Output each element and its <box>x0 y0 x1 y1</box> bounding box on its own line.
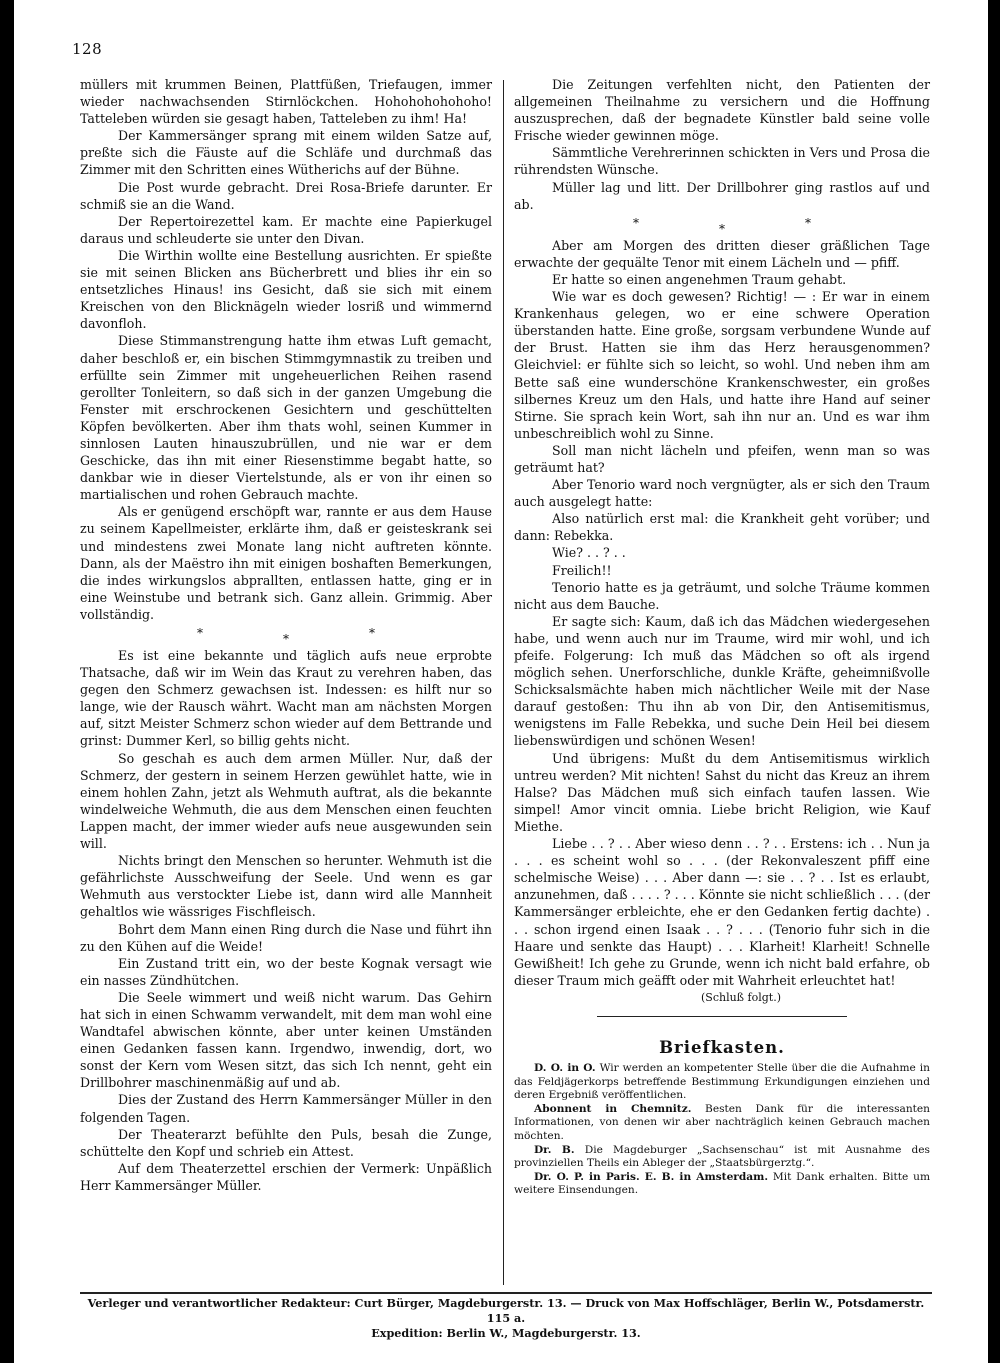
right-column-paragraph: Sämmtliche Verehrerinnen schickten in Vers und Prosa die rührendsten Wünsche. <box>514 145 930 178</box>
right-column-paragraph: Und übrigens: Mußt du dem Antisemitismus wirklich untreu werden? Mit nichten! Sahst du nicht das Kreuz an ihrem Halse? Das Mädchen muß sich einfach taufen lassen. Wie simpel! Amor vincit omnia. Liebe bricht Religion, wie Kauf Miethe. <box>514 750 930 834</box>
briefkasten-entry-addressee: Dr. B. <box>534 1143 575 1156</box>
left-column-paragraph: Bohrt dem Mann einen Ring durch die Nase und führt ihn zu den Kühen auf die Weide! <box>80 921 492 954</box>
left-column-paragraph: Als er genügend erschöpft war, rannte er aus dem Hause zu seinem Kapellmeister, erklärte ihm, daß er geisteskrank sei und mindestens zwei Monate lang nicht auftreten könnte. Dann, als der Maëstro ihn mit einigen boshaften Bemerkungen, die indes wirkungslos abprallten, entlassen hatte, ging er in eine Weinstube und betrank sich. Ganz allein. Grimmig. Aber vollständig. <box>80 504 492 622</box>
left-text-column <box>80 76 492 1194</box>
left-column-paragraph: Diese Stimmanstrengung hatte ihm etwas Luft gemacht, daher beschloß er, ein bischen Stimmgymnastik zu treiben und erfüllte sein Zimmer mit ungeheuerlichen Reihen rasend gerollter Tonleitern, so daß sich in der ganzen Umgebung die Fenster mit erschrockenen Gesichtern und geschüttelten Köpfen bevölkerten. Aber ihm thats wohl, seinen Kummer in sinnlosen Lauten hinauszubrüllen, und nie war er dem Geschicke, das ihn mit einer Riesenstimme begabt hatte, so dankbar wie in dieser Viertelstunde, als er von ihr einen so martialischen und rohen Gebrauch machte. <box>80 333 492 503</box>
briefkasten-entry-addressee: Dr. O. P. in Paris. E. B. in Amsterdam. <box>534 1170 769 1183</box>
right-column-paragraph: Liebe . . ? . . Aber wieso denn . . ? . . Erstens: ich . . Nun ja . . . es scheint wohl so . . . (der Rekonvaleszent pfiff eine schelmische Weise) . . . Aber dann —: sie . . ? . . Ist es erlaubt, anzunehmen, daß . . . . ? . . . Könnte sie nicht schließlich . . . (der Kammersänger erbleichte, ehe er den Gedanken fertig dachte) . . . schon irgend einen Isaak . . ? . . . (Tenorio fuhr sich in die Haare und senkte das Haupt) . . . Klarheit! Klarheit! Schnelle Gewißheit! Ich gehe zu Grunde, wenn ich nicht bald erfahre, ob dieser Traum mich geäfft oder mit Wahrheit erleuchtet hat! <box>514 836 930 988</box>
briefkasten-entry-text: Wir werden an kompetenter Stelle über die die Aufnahme in das Feldjägerkorps betreffende Bestimmung Erkundigungen einziehen und deren Ergebniß veröffentlichen. <box>514 1062 930 1102</box>
left-column-paragraph: Auf dem Theaterzettel erschien der Vermerk: Unpäßlich Herr Kammersänger Müller. <box>80 1160 492 1193</box>
right-column-paragraph: Wie? . . ? . . <box>552 545 626 561</box>
briefkasten-entry-addressee: D. O. in O. <box>534 1062 596 1075</box>
imprint-line-expedition: Expedition: Berlin W., Magdeburgerstr. 13. <box>371 1326 641 1340</box>
left-column-paragraph: müllers mit krummen Beinen, Plattfüßen, Triefaugen, immer wieder nachwachsenden Stirnlöckchen. Hohohohohohoho! Tatteleben würden sie gesagt haben, Tatteleben zu ihm! Ha! <box>80 77 492 127</box>
star-glyph: * <box>805 215 811 230</box>
left-column-paragraph: Die Seele wimmert und weiß nicht warum. Das Gehirn hat sich in einen Schwamm verwandelt, mit dem man wohl eine Wandtafel abwischen könnte, aber unter keinen Umständen einen Gedanken fassen kann. Irgendwo, inwendig, dort, wo sonst der Kern vom Wesen sitzt, das sich Ich nennt, geht ein Drillbohrer maschinenmäßig auf und ab. <box>80 989 492 1091</box>
left-column-paragraph: Die Post wurde gebracht. Drei Rosa-Briefe darunter. Er schmiß sie an die Wand. <box>80 179 492 212</box>
scan-border-left <box>0 0 14 1363</box>
left-column-paragraph: So geschah es auch dem armen Müller. Nur, daß der Schmerz, der gestern in seinem Herzen gewühlet hatte, wie in einem hohlen Zahn, jetzt als Wehmuth auftrat, als die bekannte windelweiche Wehmuth, die aus dem Menschen einen feuchten Lappen macht, der immer wieder aufs neue ausgewunden sein will. <box>80 750 492 852</box>
scan-border-right <box>988 0 1000 1363</box>
right-column-paragraph: Aber Tenorio ward noch vergnügter, als er sich den Traum auch ausgelegt hatte: <box>514 477 930 510</box>
section-break-stars <box>514 215 930 236</box>
right-column-paragraph: Freilich!! <box>552 562 612 578</box>
star-glyph: * <box>197 626 203 640</box>
right-text-column <box>514 76 930 1198</box>
right-column-paragraph: Die Zeitungen verfehlten nicht, den Patienten der allgemeinen Theilnahme zu versichern und die Hoffnung auszusprechen, daß der begnadete Künstler bald seine volle Frische wieder gewinnen möge. <box>514 77 930 144</box>
briefkasten-entry-text: Besten Dank für die interessanten Informationen, von denen wir aber nachträglich keinen Gebrauch machen möchten. <box>514 1102 931 1143</box>
right-column-paragraph: Er sagte sich: Kaum, daß ich das Mädchen wiedergesehen habe, und wenn auch nur im Traume, wird mir wohl, und ich pfeife. Folgerung: Ich muß das Mädchen so oft als irgend möglich sehen. Unerforschliche, dunkle Kräfte, geheimnißvolle Schicksalsmächte haben mich nächtlicher Weile mit der Nase darauf gestoßen: Thu ihn ab von Dir, den Antisemitismus, wenigstens im Falle Rebekka, und suche Dein Heil bei diesem liebenswürdigen und schönen Wesen! <box>514 613 930 749</box>
left-column-paragraph: Ein Zustand tritt ein, wo der beste Kognak versagt wie ein nasses Zündhütchen. <box>80 955 492 988</box>
right-column-paragraph: Wie war es doch gewesen? Richtig! — : Er war in einem Krankenhaus gelegen, wo er eine schwere Operation überstanden hatte. Eine große, sorgsam verbundene Wunde auf der Brust. Hatten sie ihm das Herz herausgenommen? Gleichviel: er fühlte sich so leicht, so wohl. Und neben ihm am Bette saß eine wunderschöne Krankenschwester, ein großes silbernes Kreuz um den Hals, und hatte ihre Hand auf seiner Stirne. Sie sprach kein Wort, sah ihn nur an. Und es war ihm unbeschreiblich wohl zu Sinne. <box>514 289 930 441</box>
left-column-paragraph: Der Theaterarzt befühlte den Puls, besah die Zunge, schüttelte den Kopf und schrieb ein Attest. <box>80 1126 492 1159</box>
right-column-paragraph: Er hatte so einen angenehmen Traum gehabt. <box>552 271 847 287</box>
briefkasten-entry-text: Die Magdeburger „Sachsenschau“ ist mit Ausnahme des provinziellen Theils ein Ableger der „Staatsbürgerztg.“. <box>514 1143 930 1170</box>
right-column-paragraph: Soll man nicht lächeln und pfeifen, wenn man so was geträumt hat? <box>514 442 930 475</box>
briefkasten-entry <box>514 1062 930 1103</box>
star-glyph: * <box>369 626 375 640</box>
page-number: 128 <box>72 40 103 58</box>
briefkasten-entry-addressee: Abonnent in Chemnitz. <box>534 1102 692 1115</box>
briefkasten-entry-text: Mit Dank erhalten. Bitte um weitere Einsendungen. <box>514 1170 930 1197</box>
star-glyph: * <box>633 215 639 230</box>
continued-note: (Schluß folgt.) <box>701 990 781 1004</box>
left-column-paragraph: Die Wirthin wollte eine Bestellung ausrichten. Er spießte sie mit seinen Blicken ans Bücherbrett und blies ihr ein so entsetzliches Hinaus! ins Gesicht, daß sie sich mit einem Kreischen von den Blicknägeln wieder losriß und wimmernd davonfloh. <box>80 247 492 332</box>
left-column-paragraph: Der Repertoirezettel kam. Er machte eine Papierkugel daraus und schleuderte sie unter den Divan. <box>80 213 492 246</box>
briefkasten-entries <box>514 1062 930 1198</box>
right-column-paragraph: Müller lag und litt. Der Drillbohrer ging rastlos auf und ab. <box>514 179 930 212</box>
imprint <box>80 1296 932 1341</box>
left-column-paragraph: Es ist eine bekannte und täglich aufs neue erprobte Thatsache, daß wir im Wein das Kraut zu verehren haben, das gegen den Schmerz gewachsen ist. Indessen: es hilft nur so lange, wie der Rausch währt. Wacht man am nächsten Morgen auf, sitzt Meister Schmerz schon wieder auf dem Bettrande und grinst: Dummer Kerl, so billig gehts nicht. <box>80 648 492 749</box>
footer-rule <box>80 1292 932 1294</box>
imprint-line-publisher: Verleger und verantwortlicher Redakteur: Curt Bürger, Magdeburgerstr. 13. — Druck von Max Hoffschläger, Berlin W., Potsdamerstr. 115 a. <box>87 1296 925 1325</box>
right-column-paragraph: Tenorio hatte es ja geträumt, und solche Träume kommen nicht aus dem Bauche. <box>514 579 930 612</box>
star-glyph: * <box>719 221 725 236</box>
right-column-paragraph: Also natürlich erst mal: die Krankheit geht vorüber; und dann: Rebekka. <box>514 511 930 544</box>
left-column-paragraph: Dies der Zustand des Herrn Kammersänger Müller in den folgenden Tagen. <box>80 1092 492 1125</box>
left-column-paragraph: Nichts bringt den Menschen so herunter. Wehmuth ist die gefährlichste Ausschweifung der Seele. Und wenn es gar Wehmuth aus verstockter Liebe ist, dann wird alle Mannheit gehaltlos wie wässriges Fischfleisch. <box>80 853 492 920</box>
star-glyph: * <box>283 632 289 646</box>
column-divider <box>503 80 504 1285</box>
briefkasten-entry <box>514 1103 930 1144</box>
section-break-stars <box>80 626 492 646</box>
briefkasten-entry <box>514 1171 930 1198</box>
briefkasten-entry <box>514 1144 930 1171</box>
briefkasten-heading: Briefkasten. <box>659 1037 785 1057</box>
right-column-paragraph: Aber am Morgen des dritten dieser gräßlichen Tage erwachte der gequälte Tenor mit einem Lächeln und — pfiff. <box>514 237 930 270</box>
section-rule <box>597 1016 847 1017</box>
left-column-paragraph: Der Kammersänger sprang mit einem wilden Satze auf, preßte sich die Fäuste auf die Schläfe und durchmaß das Zimmer mit den Schritten eines Wütherichs auf der Bühne. <box>80 128 492 178</box>
